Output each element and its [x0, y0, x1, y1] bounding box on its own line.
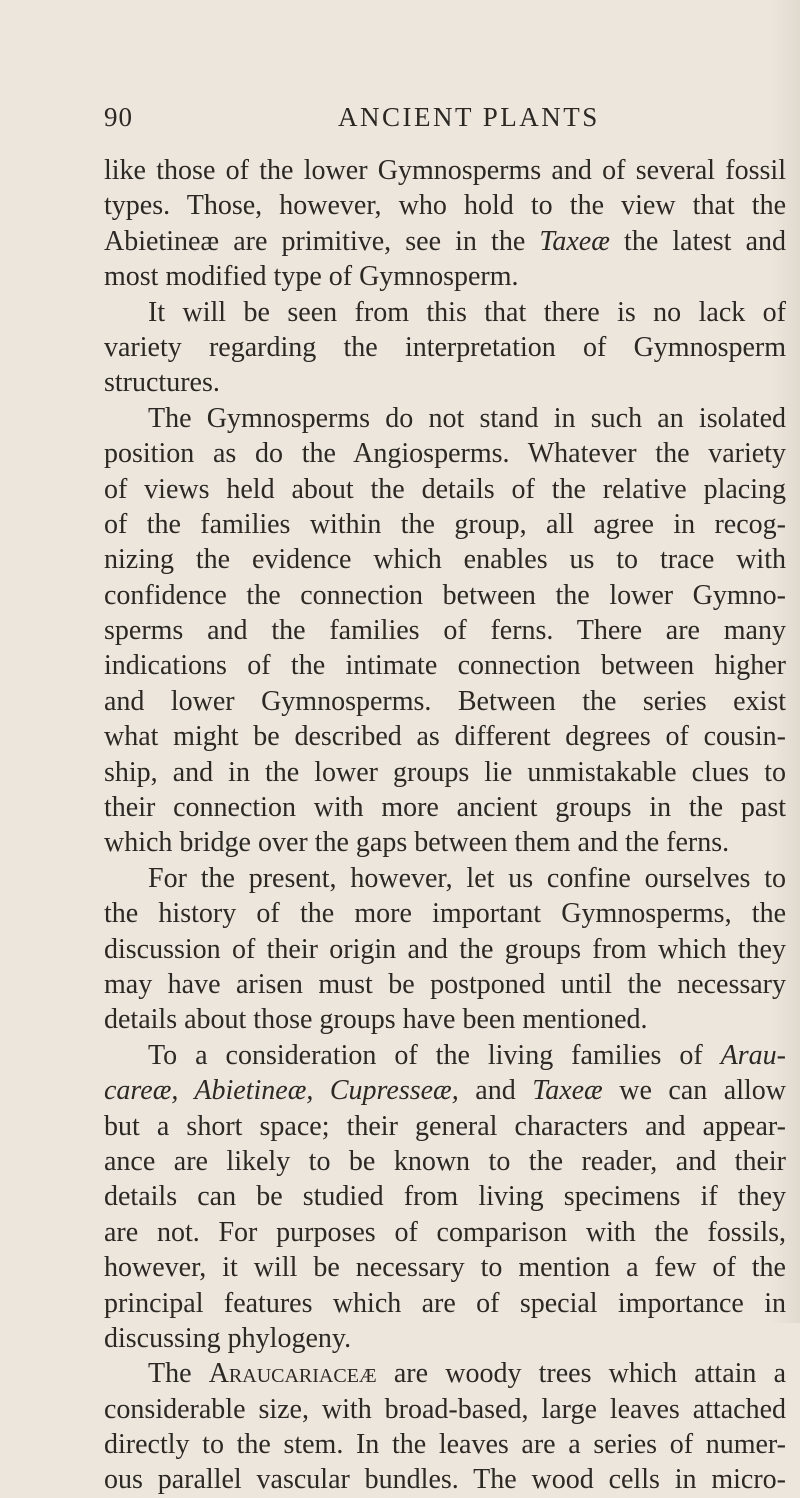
text-line [104, 295, 786, 330]
text-line [104, 896, 786, 931]
text-line [104, 648, 786, 683]
text-segment: of the families within the group, all agree in recog- [104, 508, 786, 540]
text-segment: and lower Gymnosperms. Between the series exist [104, 685, 786, 717]
text-line [104, 1179, 786, 1214]
text-line [104, 932, 786, 967]
text-segment: however, it will be necessary to mention a few of the [104, 1252, 786, 1284]
text-segment: considerable size, with broad-based, large leaves attached [104, 1393, 786, 1425]
text-segment: Abietineæ are primitive, see in the [104, 225, 540, 257]
text-line [104, 330, 786, 365]
text-line [104, 1073, 786, 1108]
text-line [104, 719, 786, 754]
text-line [104, 1038, 786, 1073]
text-segment: ance are likely to be known to the reader, and their [104, 1145, 786, 1177]
text-line [104, 436, 786, 471]
text-segment: indications of the intimate connection between higher [104, 650, 786, 682]
text-segment: we can allow [602, 1075, 786, 1107]
text-line [104, 1321, 786, 1356]
text-line [104, 1002, 786, 1037]
text-segment: It will be seen from this that there is no lack of [148, 296, 786, 328]
page-header [104, 102, 794, 142]
text-segment: Arau- [720, 1039, 786, 1071]
text-segment: Araucariaceæ [208, 1358, 377, 1390]
text-line [104, 1215, 786, 1250]
text-segment: discussing phylogeny. [104, 1322, 352, 1354]
text-line [104, 153, 786, 188]
text-segment: sperms and the families of ferns. There are many [104, 615, 786, 647]
text-segment: of views held about the details of the relative placing [104, 473, 786, 505]
text-line [104, 401, 786, 436]
text-segment: Taxeæ [532, 1075, 603, 1107]
page-number: 90 [104, 102, 133, 132]
text-segment: are woody trees which attain a [376, 1358, 787, 1390]
text-segment: what might be described as different degrees of cousin- [104, 721, 786, 753]
text-segment: nizing the evidence which enables us to trace with [104, 544, 786, 576]
text-line [104, 1462, 786, 1497]
text-segment: ous parallel vascular bundles. The wood cells in micro- [104, 1464, 786, 1496]
text-line [104, 472, 786, 507]
text-segment: To a consideration of the living families of [148, 1039, 721, 1071]
text-line [104, 1250, 786, 1285]
text-line [104, 755, 786, 790]
text-segment: The Gymnosperms do not stand in such an isolated [148, 402, 786, 434]
text-line [104, 259, 786, 294]
text-segment: may have arisen must be postponed until the necessary [104, 968, 786, 1000]
text-segment: discussion of their origin and the groups from which they [104, 933, 786, 965]
text-segment: like those of the lower Gymnosperms and of several fossil [104, 155, 786, 186]
text-line [104, 861, 786, 896]
text-segment: careæ, Abietineæ, Cupresseæ, [104, 1075, 459, 1107]
text-line [104, 613, 786, 648]
text-segment: The [148, 1358, 209, 1390]
text-segment: the latest and [609, 225, 787, 257]
body-text [104, 153, 786, 1498]
text-line [104, 967, 786, 1002]
text-segment: and [458, 1075, 533, 1107]
text-segment: confidence the connection between the lower Gymno- [104, 579, 786, 611]
text-segment: the history of the more important Gymnosperms, the [104, 898, 786, 930]
text-line [104, 684, 786, 719]
text-line [104, 1392, 786, 1427]
text-line [104, 825, 786, 860]
text-line [104, 224, 786, 259]
text-segment: directly to the stem. In the leaves are a series of numer- [104, 1429, 786, 1461]
text-line [104, 1427, 786, 1462]
text-segment: are not. For purposes of comparison with the fossils, [104, 1216, 786, 1248]
text-segment: their connection with more ancient groups in the past [104, 792, 786, 824]
text-line [104, 1286, 786, 1321]
text-line [104, 1144, 786, 1179]
text-line [104, 1356, 786, 1391]
text-segment: variety regarding the interpretation of Gymnosperm [104, 331, 786, 363]
text-segment: but a short space; their general characters and appear- [104, 1110, 786, 1142]
text-segment: principal features which are of special importance in [104, 1287, 786, 1319]
text-line [104, 542, 786, 577]
text-segment: types. Those, however, who hold to the view that the [104, 190, 786, 222]
text-segment: position as do the Angiosperms. Whatever the variety [104, 438, 786, 470]
running-head: ANCIENT PLANTS [338, 102, 600, 132]
text-segment: Taxeæ [539, 225, 610, 257]
text-segment: details about those groups have been mentioned. [104, 1004, 648, 1036]
text-line [104, 1109, 786, 1144]
text-segment: For the present, however, let us confine ourselves to [148, 862, 786, 894]
text-line [104, 790, 786, 825]
text-line [104, 365, 786, 400]
text-segment: structures. [104, 367, 220, 399]
text-line [104, 188, 786, 223]
text-line [104, 507, 786, 542]
text-line [104, 578, 786, 613]
text-segment: details can be studied from living specimens if they [104, 1181, 786, 1213]
text-segment: most modified type of Gymnosperm. [104, 261, 519, 293]
text-segment: ship, and in the lower groups lie unmistakable clues to [104, 756, 786, 788]
text-segment: which bridge over the gaps between them and the ferns. [104, 827, 730, 859]
